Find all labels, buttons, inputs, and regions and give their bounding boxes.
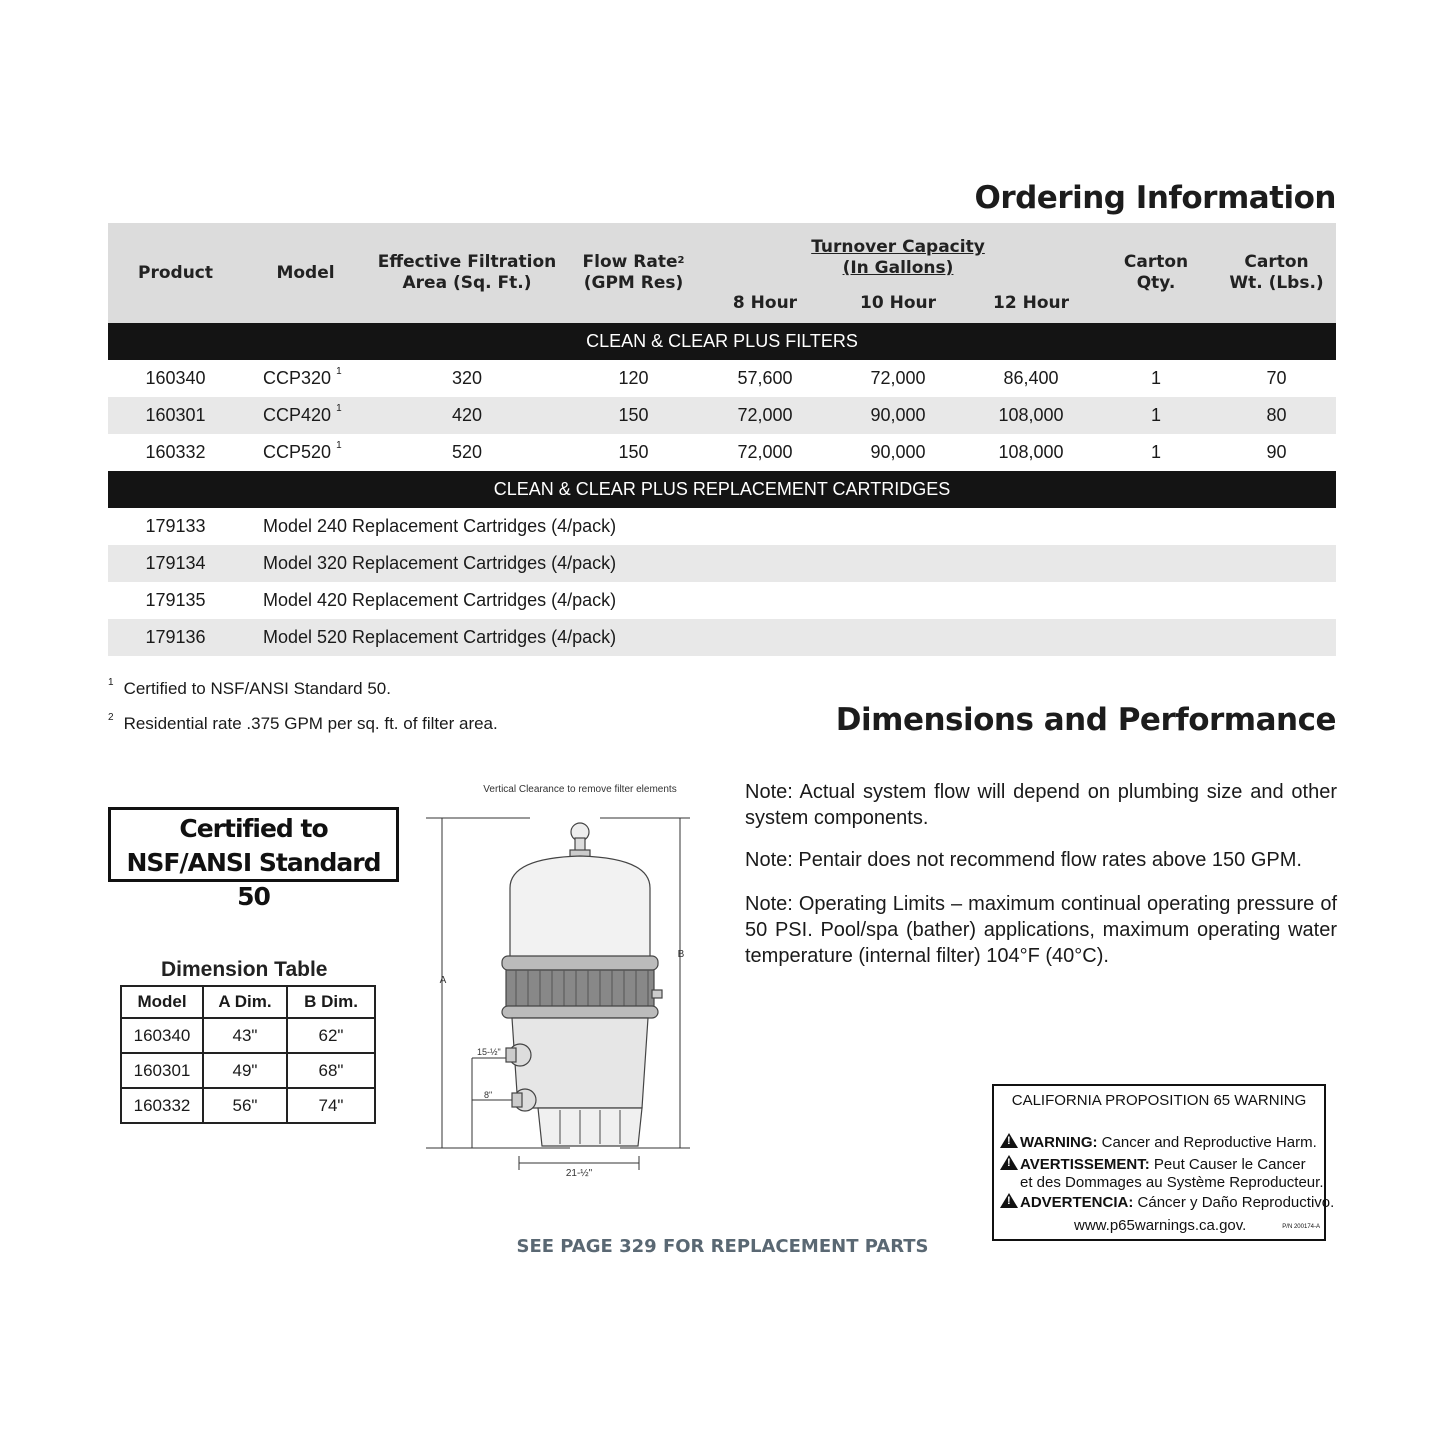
warning-icon xyxy=(1000,1155,1018,1170)
cell-flow: 120 xyxy=(618,368,649,388)
cell-10-hour: 90,000 xyxy=(829,397,967,434)
cell-product: 160340 xyxy=(145,368,206,388)
label-a: A xyxy=(439,975,447,986)
dim-cell: 49" xyxy=(203,1053,287,1088)
table-row xyxy=(108,582,1336,619)
cell-product: 179135 xyxy=(145,590,206,610)
header-flow-rate: Flow Rate$^2$ (GPM Res) xyxy=(566,223,701,323)
table-row xyxy=(108,360,1336,397)
dim-cell: 68" xyxy=(287,1053,375,1088)
dimension-table-title: Dimension Table xyxy=(161,958,328,981)
cell-product: 179134 xyxy=(108,545,243,582)
note-system-flow: Note: Actual system flow will depend on plumbing size and other system components. xyxy=(745,781,1337,829)
ordering-table xyxy=(108,223,1336,656)
cell-12-hour: 108,000 xyxy=(967,397,1095,434)
cell-wt: 90 xyxy=(1266,442,1287,462)
prop65-title: CALIFORNIA PROPOSITION 65 WARNING xyxy=(1011,1092,1307,1109)
header-carton-qty: Carton Qty. xyxy=(1095,223,1217,323)
prop65-avert-line-2: et des Dommages au Système Reproducteur. xyxy=(1020,1174,1324,1191)
cell-product: 160332 xyxy=(145,442,206,462)
cell-area: 420 xyxy=(368,397,566,434)
footnote-2: $^2$ Residential rate .375 GPM per sq. ft. of filter area. xyxy=(108,712,498,733)
label-15-half: 15-½" xyxy=(477,1047,501,1057)
dim-cell: 160332 xyxy=(121,1088,203,1123)
table-row xyxy=(108,397,1336,434)
table-row xyxy=(121,1018,375,1053)
header-filtration: Effective Filtration Area (Sq. Ft.) xyxy=(368,223,566,323)
cell-qty: 1 xyxy=(1150,442,1161,462)
prop65-warning-line: !WARNING: Cancer and Reproductive Harm. xyxy=(1000,1133,1317,1151)
header-10-hour: 10 Hour xyxy=(829,283,967,323)
filter-tank xyxy=(502,823,662,1146)
cell-8-hour: 72,000 xyxy=(737,442,793,462)
footnote-1: $^1$ Certified to NSF/ANSI Standard 50. xyxy=(108,677,391,698)
dim-cell: 160301 xyxy=(121,1053,203,1088)
header-model: Model xyxy=(243,223,368,323)
cell-qty: 1 xyxy=(1150,368,1161,388)
cell-12-hour: 86,400 xyxy=(1003,368,1059,388)
cell-description: Model 320 Replacement Cartridges (4/pack) xyxy=(243,545,1336,582)
header-8-hour: 8 Hour xyxy=(701,283,829,323)
cell-model: CCP320 $^1$ xyxy=(263,366,342,388)
cell-model: CCP420 $^1$ xyxy=(243,397,368,434)
dim-cell: 56" xyxy=(203,1088,287,1123)
cell-description: Model 240 Replacement Cartridges (4/pack) xyxy=(263,516,617,536)
dim-cell: 74" xyxy=(287,1088,375,1123)
prop65-advert-line: !ADVERTENCIA: Cáncer y Daño Reproductivo. xyxy=(1000,1193,1334,1211)
section-filters: CLEAN & CLEAR PLUS FILTERS xyxy=(108,323,1336,360)
warning-icon xyxy=(1000,1133,1018,1148)
table-row xyxy=(108,619,1336,656)
note-flow-rate: Note: Pentair does not recommend flow rates above 150 GPM. xyxy=(745,849,1302,871)
label-21-half: 21-½" xyxy=(565,1168,593,1179)
dim-cell: 62" xyxy=(287,1018,375,1053)
cell-area: 320 xyxy=(451,368,483,388)
cell-wt: 80 xyxy=(1217,397,1336,434)
dim-header-model: Model xyxy=(121,986,203,1018)
label-b: B xyxy=(677,949,685,960)
clearance-label: Vertical Clearance to remove filter elements xyxy=(483,784,677,795)
prop65-avert-line: !AVERTISSEMENT: Peut Causer le Cancer xyxy=(1000,1155,1306,1173)
prop65-url: www.p65warnings.ca.gov. xyxy=(1074,1217,1247,1234)
cell-flow: 150 xyxy=(566,397,701,434)
dim-header-a: A Dim. xyxy=(203,986,287,1018)
cell-flow: 150 xyxy=(618,442,649,462)
see-page-note: SEE PAGE 329 FOR REPLACEMENT PARTS xyxy=(516,1236,929,1257)
table-row xyxy=(108,434,1336,471)
table-row xyxy=(108,508,1336,545)
table-row xyxy=(108,545,1336,582)
cell-10-hour: 72,000 xyxy=(870,368,926,388)
cell-description: Model 420 Replacement Cartridges (4/pack) xyxy=(263,590,617,610)
cell-wt: 70 xyxy=(1266,368,1287,388)
cell-12-hour: 108,000 xyxy=(998,442,1064,462)
filter-diagram xyxy=(420,778,710,1188)
header-carton-wt: Carton Wt. (Lbs.) xyxy=(1217,223,1336,323)
cell-8-hour: 57,600 xyxy=(737,368,793,388)
section-cartridges: CLEAN & CLEAR PLUS REPLACEMENT CARTRIDGES xyxy=(108,471,1336,508)
cell-product: 179133 xyxy=(145,516,206,536)
cell-description: Model 520 Replacement Cartridges (4/pack) xyxy=(243,619,1336,656)
cell-8-hour: 72,000 xyxy=(701,397,829,434)
table-row xyxy=(121,1088,375,1123)
note-operating-limits: Note: Operating Limits – maximum continual operating pressure of 50 PSI. Pool/spa (bather) applications, maximum operating water temperature (internal filter) 104°F (40°C). xyxy=(745,893,1337,967)
cell-qty: 1 xyxy=(1095,397,1217,434)
dim-cell: 160340 xyxy=(121,1018,203,1053)
header-product: Product xyxy=(108,223,243,323)
cell-model: CCP520 $^1$ xyxy=(263,440,342,462)
dimension-table xyxy=(120,985,376,1124)
dim-cell: 43" xyxy=(203,1018,287,1053)
warning-icon xyxy=(1000,1193,1018,1208)
cell-area: 520 xyxy=(451,442,483,462)
header-12-hour: 12 Hour xyxy=(967,283,1095,323)
dimensions-title: Dimensions and Performance xyxy=(835,702,1336,738)
prop65-warning xyxy=(992,1084,1335,1241)
header-turnover: Turnover Capacity (In Gallons) xyxy=(701,223,1095,283)
cell-10-hour: 90,000 xyxy=(870,442,926,462)
cell-product: 179136 xyxy=(108,619,243,656)
dim-header-b: B Dim. xyxy=(287,986,375,1018)
prop65-part-no: P/N 200174-A xyxy=(1282,1224,1320,1230)
cell-product: 160301 xyxy=(108,397,243,434)
label-8: 8" xyxy=(484,1090,493,1100)
ordering-title: Ordering Information xyxy=(974,180,1336,216)
certified-badge: Certified to NSF/ANSI Standard 50 xyxy=(108,807,399,882)
table-row xyxy=(121,1053,375,1088)
